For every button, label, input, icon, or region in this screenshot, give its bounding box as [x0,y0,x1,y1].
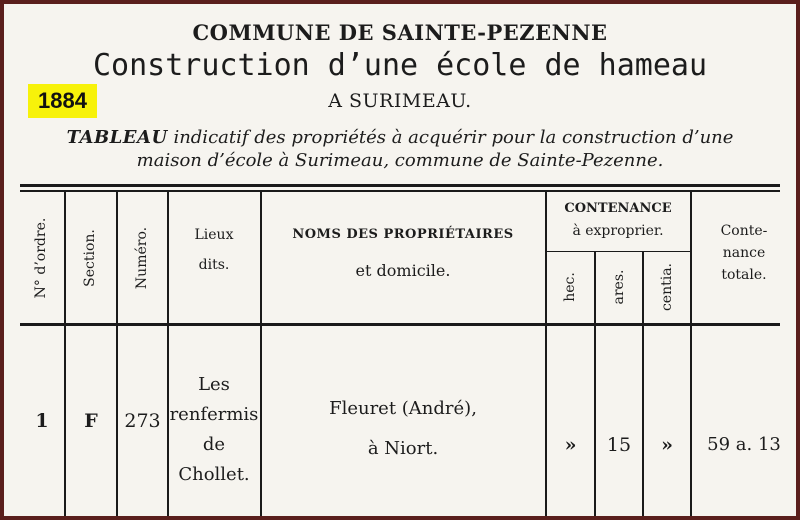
header-contenance: CONTENANCE à exproprier. [564,201,672,239]
header-noms: NOMS DES PROPRIÉTAIRES et domicile. [292,227,514,280]
row-proprietaire: Fleuret (André), à Niort. [329,398,477,459]
commune-title: COMMUNE DE SAINTE-PEZENNE [192,20,608,45]
construction-title: Construction d’une école de hameau [92,48,708,83]
header-bottom-rule [20,323,780,326]
table-top-rule-thin [20,190,780,192]
year-badge: 1884 [28,84,97,118]
column-rule [64,192,66,520]
row-numero: 273 [124,410,161,432]
row-totale: 59 a. 13 [707,434,781,455]
caption-line2: maison d’école à Surimeau, commune de Sainte-Pezenne. [136,150,664,171]
header-section: Section. [82,229,98,287]
header-numero: Numéro. [134,226,150,290]
header-ordre: N° d’ordre. [33,217,49,299]
row-centia: » [661,434,673,456]
table-top-rule [20,184,780,187]
header-ares: ares. [611,269,627,305]
column-rule [594,252,596,520]
column-rule [116,192,118,520]
table-caption [4,126,796,172]
contenance-divider [546,251,690,252]
header-totale: Conte- nance totale. [720,223,768,283]
header-hec: hec. [562,272,578,302]
location-title: A SURIMEAU. [328,90,472,112]
caption-line1: indicatif des propriétés à acquérir pour la construction d’une [173,127,734,148]
row-ares: 15 [606,434,632,456]
row-ordre: 1 [35,410,49,432]
row-lieux: Les renfermis de Chollet. [169,374,259,485]
column-rule [545,192,547,520]
row-hec: » [564,434,577,456]
header-lieux: Lieux dits. [194,227,234,273]
caption-lead: TABLEAU [66,127,168,148]
header-centia: centia. [659,262,675,312]
column-rule [642,252,644,520]
row-section: F [84,410,98,432]
